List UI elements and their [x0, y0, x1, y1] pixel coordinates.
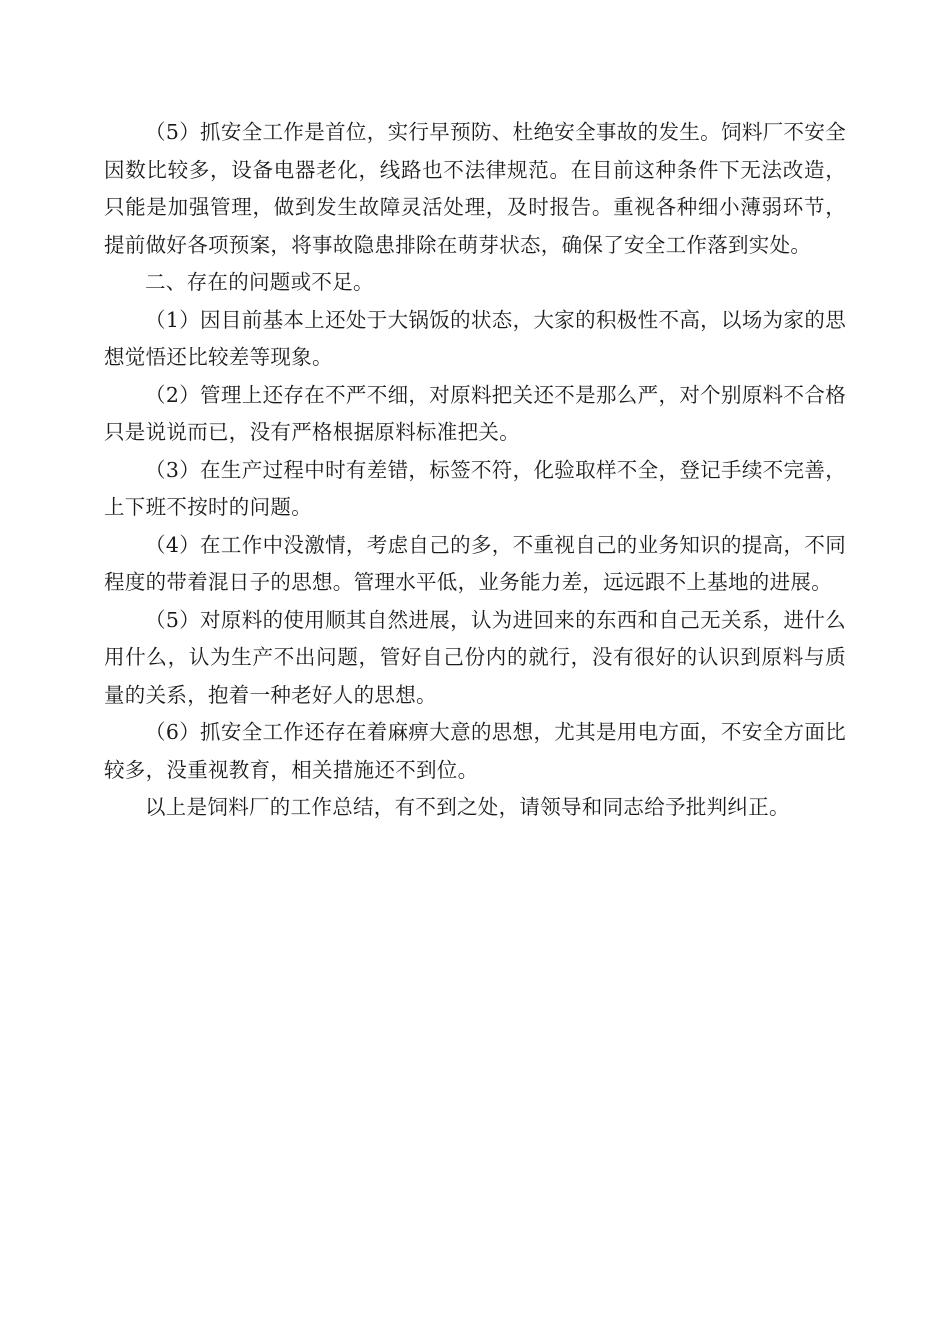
- paragraph-problem-5: （5）对原料的使用顺其自然进展，认为进回来的东西和自己无关系，进什么用什么，认为生产不出问题，管好自己份内的就行，没有很好的认识到原料与质量的关系，抱着一种老好人的思想。: [104, 607, 846, 707]
- paragraph-safety-work: （5）抓安全工作是首位，实行早预防、杜绝安全事故的发生。饲料厂不安全因数比较多，设备电器老化，线路也不法律规范。在目前这种条件下无法改造，只能是加强管理，做到发生故障灵活处理，及时报告。重视各种细小薄弱环节，提前做好各项预案，将事故隐患排除在萌芽状态，确保了安全工作落到实处。: [104, 120, 846, 257]
- paragraph-problem-2: （2）管理上还存在不严不细，对原料把关还不是那么严，对个别原料不合格只是说说而已，没有严格根据原料标准把关。: [104, 382, 846, 444]
- paragraph-problem-1: （1）因目前基本上还处于大锅饭的状态，大家的积极性不高，以场为家的思想觉悟还比较差等现象。: [104, 307, 846, 369]
- paragraph-problem-3: （3）在生产过程中时有差错，标签不符，化验取样不全，登记手续不完善，上下班不按时的问题。: [104, 457, 846, 519]
- paragraph-conclusion: 以上是饲料厂的工作总结，有不到之处，请领导和同志给予批判纠正。: [145, 795, 790, 819]
- paragraph-problem-4: （4）在工作中没激情，考虑自己的多，不重视自己的业务知识的提高，不同程度的带着混日子的思想。管理水平低，业务能力差，远远跟不上基地的进展。: [104, 532, 846, 594]
- section-heading-problems: 二、存在的问题或不足。: [145, 270, 374, 294]
- paragraph-problem-6: （6）抓安全工作还存在着麻痹大意的思想，尤其是用电方面，不安全方面比较多，没重视教育，相关措施还不到位。: [104, 720, 846, 782]
- document-page: [104, 114, 846, 827]
